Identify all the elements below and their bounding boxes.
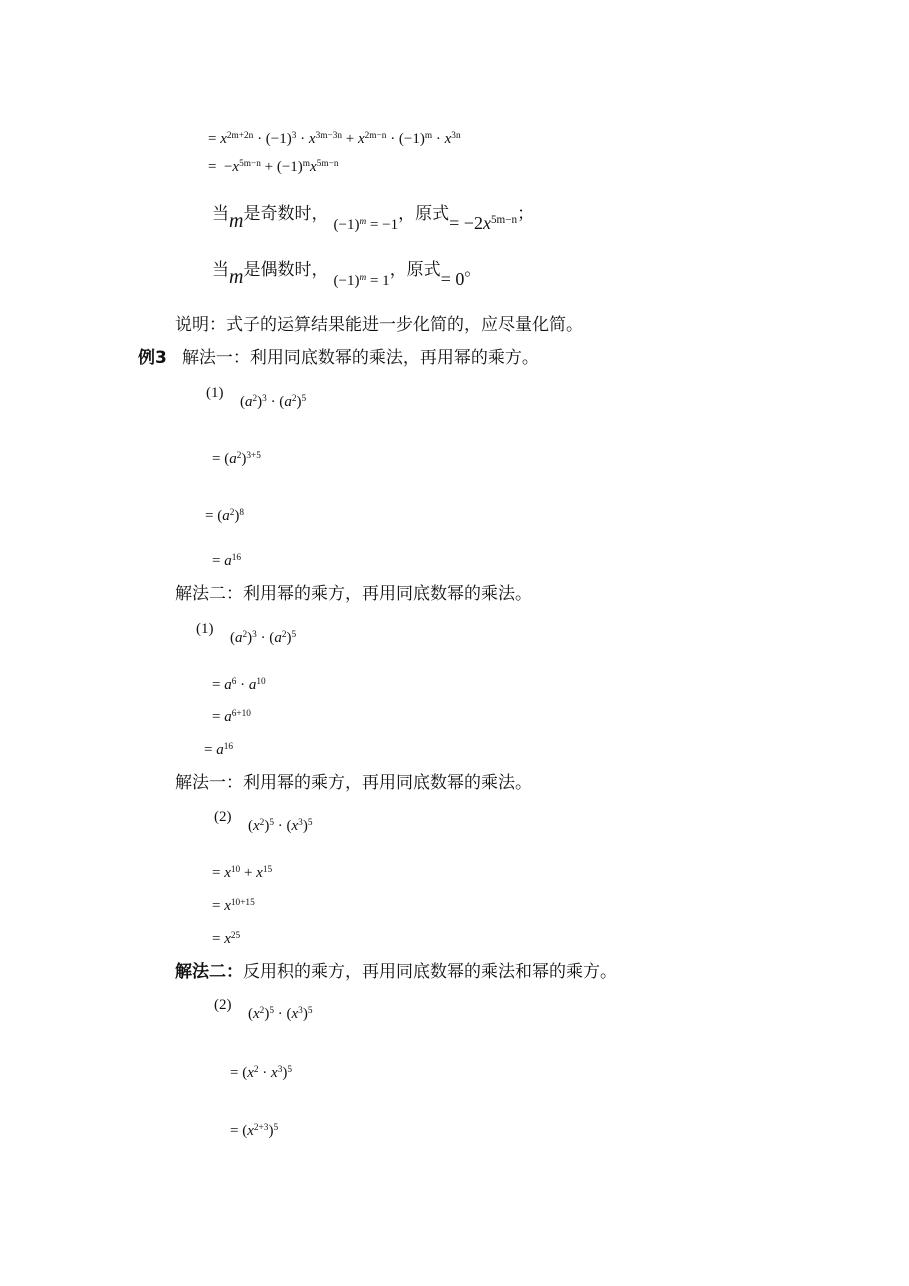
method2b-label: 解法二：: [175, 962, 243, 982]
m2-step-2: = $a^{6+10}$: [212, 708, 251, 725]
odd-case-line: 当m是奇数时， $(-1)^m = -1$，原式= $-2x^{5m-n}$；: [212, 204, 535, 233]
even-cond: 是偶数时，: [243, 260, 329, 280]
m3-step-1: = $x^{10} + x^{15}$: [212, 864, 273, 881]
m2-step-1: = $a^6 \cdot a^{10}$: [212, 676, 266, 693]
part1-number-b: (1): [196, 621, 214, 637]
m2-step-0: $(a^2)^3 \cdot (a^2)^5$: [230, 629, 297, 646]
part2-number-b: (2): [214, 997, 232, 1013]
odd-cond: 是奇数时，: [243, 204, 329, 224]
even-result: = 0: [440, 269, 465, 289]
example3-header: [138, 350, 539, 367]
m3-step-3: = $x^{25}$: [212, 930, 241, 947]
m3-step-2: = $x^{10+15}$: [212, 897, 255, 914]
m4-step-1: = $(x^2 \cdot x^3)^5$: [230, 1064, 293, 1081]
equation-line-2: = $-x^{5m-n} + (-1)^mx^{5m-n}$: [208, 158, 339, 175]
odd-var: m: [229, 210, 244, 232]
odd-result: = $-2x^{5m-n}$: [449, 213, 518, 233]
m1-step-3: = $a^{16}$: [212, 552, 242, 569]
method2b-text: 反用积的乘方，再用同底数幂的乘法和幂的乘方。: [243, 962, 617, 982]
m4-step-2: = $(x^{2+3})^5$: [230, 1122, 279, 1139]
even-var: m: [229, 266, 244, 288]
part1-number: (1): [206, 385, 224, 401]
odd-when: 当: [212, 204, 229, 224]
even-case-line: 当m是偶数时， $(-1)^m = 1$，原式= 0。: [212, 260, 482, 289]
even-eq: $(-1)^m = 1$: [333, 272, 390, 289]
method1b-heading: 解法一：利用幂的乘方，再用同底数幂的乘法。: [175, 773, 532, 793]
even-when: 当: [212, 260, 229, 280]
even-sep: ，原式: [389, 260, 441, 280]
m1-step-1: = $(a^2)^{3+5}$: [212, 450, 261, 467]
method1-heading: 解法一：利用同底数幂的乘法，再用幂的乘方。: [181, 348, 539, 368]
odd-eq: $(-1)^m = -1$: [333, 216, 399, 233]
m2-step-3: = $a^{16}$: [204, 741, 234, 758]
part2-number: (2): [214, 809, 232, 825]
m4-step-0: $(x^2)^5 \cdot (x^3)^5$: [248, 1005, 313, 1022]
note-text: 说明：式子的运算结果能进一步化简的，应尽量化简。: [175, 315, 583, 335]
method2-heading: 解法二：利用幂的乘方，再用同底数幂的乘法。: [175, 584, 532, 604]
m3-step-0: $(x^2)^5 \cdot (x^3)^5$: [248, 817, 313, 834]
example3-label: 例3: [138, 348, 167, 368]
odd-sep: ，原式: [398, 204, 450, 224]
m1-step-2: = $(a^2)^8$: [205, 507, 245, 524]
equation-line-1: = $x^{2m+2n} \cdot (-1)^3 \cdot x^{3m-3n} + x^{2m-n} \cdot (-1)^m \cdot x^{3n}$: [208, 130, 461, 147]
method2b-heading: [175, 964, 617, 981]
m1-step-0: $(a^2)^3 \cdot (a^2)^5$: [240, 393, 307, 410]
